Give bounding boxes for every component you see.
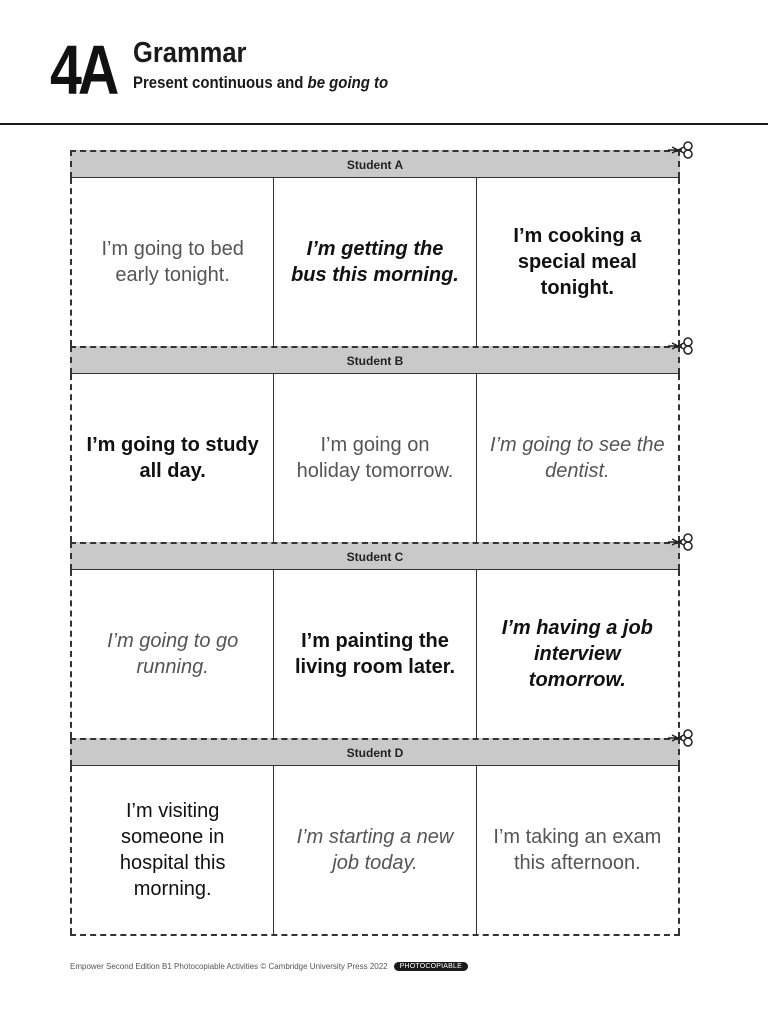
sentence-card: I’m going to bed early tonight. (101, 238, 244, 286)
sentence-card: I’m cooking a special meal tonight. (476, 178, 678, 346)
page-subtitle (133, 72, 388, 94)
scissors-icon (666, 728, 694, 748)
page-header (0, 0, 768, 124)
sentence-card: I’m getting the bus this morning. (273, 178, 475, 346)
photocopiable-badge: PHOTOCOPIABLE (394, 962, 468, 971)
scissors-icon (666, 140, 694, 160)
card-row (70, 570, 680, 738)
student-label: Student D (70, 738, 680, 766)
cut-line-bottom (70, 934, 680, 936)
sentence-card: I’m having a job interview tomorrow. (476, 570, 678, 738)
subtitle-plain: Present continuous and (133, 73, 308, 92)
student-label: Student C (70, 542, 680, 570)
card-section (70, 542, 680, 738)
card-row (70, 178, 680, 346)
subtitle-italic: be going to (307, 73, 389, 92)
card-row (70, 766, 680, 934)
header-divider (0, 123, 768, 125)
footer-text: Empower Second Edition B1 Photocopiable Activities © Cambridge University Press 2022 (70, 962, 388, 971)
student-label: Student A (70, 150, 680, 178)
scissors-icon (666, 336, 694, 356)
card-section (70, 150, 680, 346)
page-title: Grammar (133, 37, 247, 69)
page-footer (70, 962, 468, 971)
cut-out-sheet (70, 150, 680, 936)
unit-code: 4A (50, 31, 116, 109)
student-label: Student B (70, 346, 680, 374)
sentence-card: I’m painting the living room later. (273, 570, 475, 738)
sentence-card: I’m going to study all day. (86, 434, 259, 482)
sentence-card: I’m taking an exam this afternoon. (476, 766, 678, 934)
sentence-card: I’m starting a new job today. (273, 766, 475, 934)
scissors-icon (666, 532, 694, 552)
sentence-card: I’m going on holiday tomorrow. (273, 374, 475, 542)
sentence-card: I’m visiting someone in hospital this morning. (119, 800, 226, 900)
sentence-card: I’m going to see the dentist. (476, 374, 678, 542)
card-section (70, 738, 680, 934)
sentence-card: I’m going to go running. (107, 630, 239, 678)
card-section (70, 346, 680, 542)
card-row (70, 374, 680, 542)
